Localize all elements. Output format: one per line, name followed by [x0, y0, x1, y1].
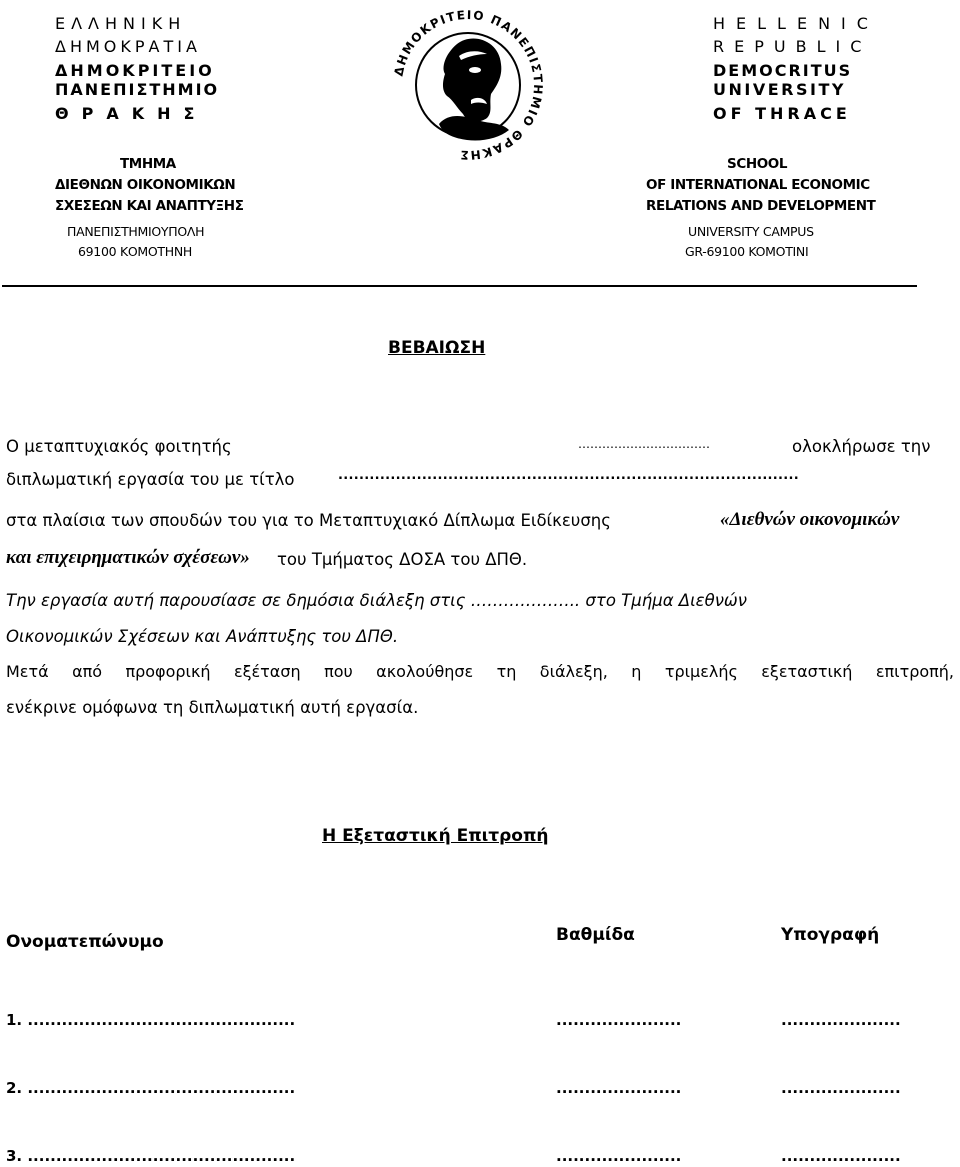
header-right-line-5: OF THRACE [713, 104, 851, 123]
member-2-signature: ..................... [781, 1079, 901, 1097]
campus-left-line-2: 69100 ΚΟΜΟΤΗΝΗ [78, 244, 192, 259]
member-2-rank: ...................... [556, 1079, 682, 1097]
body-line-1-start: Ο μεταπτυχιακός φοιτητής [6, 437, 232, 456]
body-line-5: Την εργασία αυτή παρουσίασε σε δημόσια διάλεξη στις ……………….. στο Τμήμα Διεθνών [6, 591, 747, 610]
header-left-line-4: ΠΑΝΕΠΙΣΤΗΜΙΟ [55, 80, 220, 99]
header-left-line-1: ΕΛΛΗΝΙΚΗ [55, 14, 187, 33]
school-right-line-3: RELATIONS AND DEVELOPMENT [646, 198, 876, 214]
member-2-name: 2. ............................................... [6, 1079, 296, 1097]
member-1-name: 1. ............................................... [6, 1011, 296, 1029]
header-left-line-3: ΔΗΜΟΚΡΙΤΕΙΟ [55, 61, 215, 80]
body-line-1-dots: …………………………… [578, 437, 710, 451]
body-line-3-program: «Διεθνών οικονομικών [720, 509, 900, 530]
member-3-signature: ..................... [781, 1147, 901, 1165]
committee-title: Η Εξεταστική Επιτροπή [322, 826, 549, 846]
school-left-line-3: ΣΧΕΣΕΩΝ ΚΑΙ ΑΝΑΠΤΥΞΗΣ [55, 198, 244, 214]
member-1-signature: ..................... [781, 1011, 901, 1029]
body-line-6: Οικονομικών Σχέσεων και Ανάπτυξης του ΔΠΘ. [6, 627, 399, 646]
school-left-line-1: ΤΜΗΜΑ [120, 156, 176, 172]
col-header-rank: Βαθμίδα [556, 925, 635, 945]
school-left-line-2: ΔΙΕΘΝΩΝ ΟΙΚΟΝΟΜΙΚΩΝ [55, 177, 236, 193]
header-left-line-5: ΘΡΑΚΗΣ [55, 104, 208, 123]
header-left-line-2: ΔΗΜΟΚΡΑΤΙΑ [55, 37, 201, 56]
school-right-line-1: SCHOOL [727, 156, 788, 172]
school-right-line-2: OF INTERNATIONAL ECONOMIC [646, 177, 870, 193]
header-right-line-1: HELLENIC [713, 14, 879, 33]
campus-right-line-1: UNIVERSITY CAMPUS [688, 224, 814, 239]
header-right-line-4: UNIVERSITY [713, 80, 846, 99]
header-right-line-2: REPUBLIC [713, 37, 872, 56]
body-line-2-start: διπλωματική εργασία του με τίτλο [6, 470, 295, 489]
campus-right-line-2: GR-69100 KOMOTINI [685, 244, 809, 259]
body-line-4-end: του Τμήματος ΔΟΣΑ του ΔΠΘ. [277, 550, 528, 569]
university-seal-icon [387, 4, 549, 166]
campus-left-line-1: ΠΑΝΕΠΙΣΤΗΜΙΟΥΠΟΛΗ [67, 224, 205, 239]
body-line-2-dots: ........................................................................................ [338, 468, 799, 483]
member-3-name: 3. ............................................... [6, 1147, 296, 1165]
svg-text:ΔΗΜΟΚΡΙΤΕΙΟ ΠΑΝΕΠΙΣΤΗΜΙΟ ΘΡΑΚΗ: ΔΗΜΟΚΡΙΤΕΙΟ ΠΑΝΕΠΙΣΤΗΜΙΟ ΘΡΑΚΗΣ [391, 7, 546, 163]
body-line-7: Μετά από προφορική εξέταση που ακολούθησε τη διάλεξη, η τριμελής εξεταστική επιτροπή, [6, 662, 954, 681]
body-line-8: ενέκρινε ομόφωνα τη διπλωματική αυτή εργασία. [6, 698, 419, 717]
body-line-3-start: στα πλαίσια των σπουδών του για το Μεταπτυχιακό Δίπλωμα Ειδίκευσης [6, 511, 611, 530]
member-1-rank: ...................... [556, 1011, 682, 1029]
document-title: ΒΕΒΑΙΩΣΗ [388, 338, 486, 358]
col-header-signature: Υπογραφή [781, 925, 880, 945]
body-line-1-end: ολοκλήρωσε την [792, 437, 931, 456]
body-line-7-wrap [6, 662, 954, 681]
header-right-line-3: DEMOCRITUS [713, 61, 853, 80]
member-3-rank: ...................... [556, 1147, 682, 1165]
header-divider [2, 285, 917, 287]
col-header-name: Ονοματεπώνυμο [6, 932, 164, 952]
body-line-4-program: και επιχειρηματικών σχέσεων» [6, 547, 250, 568]
